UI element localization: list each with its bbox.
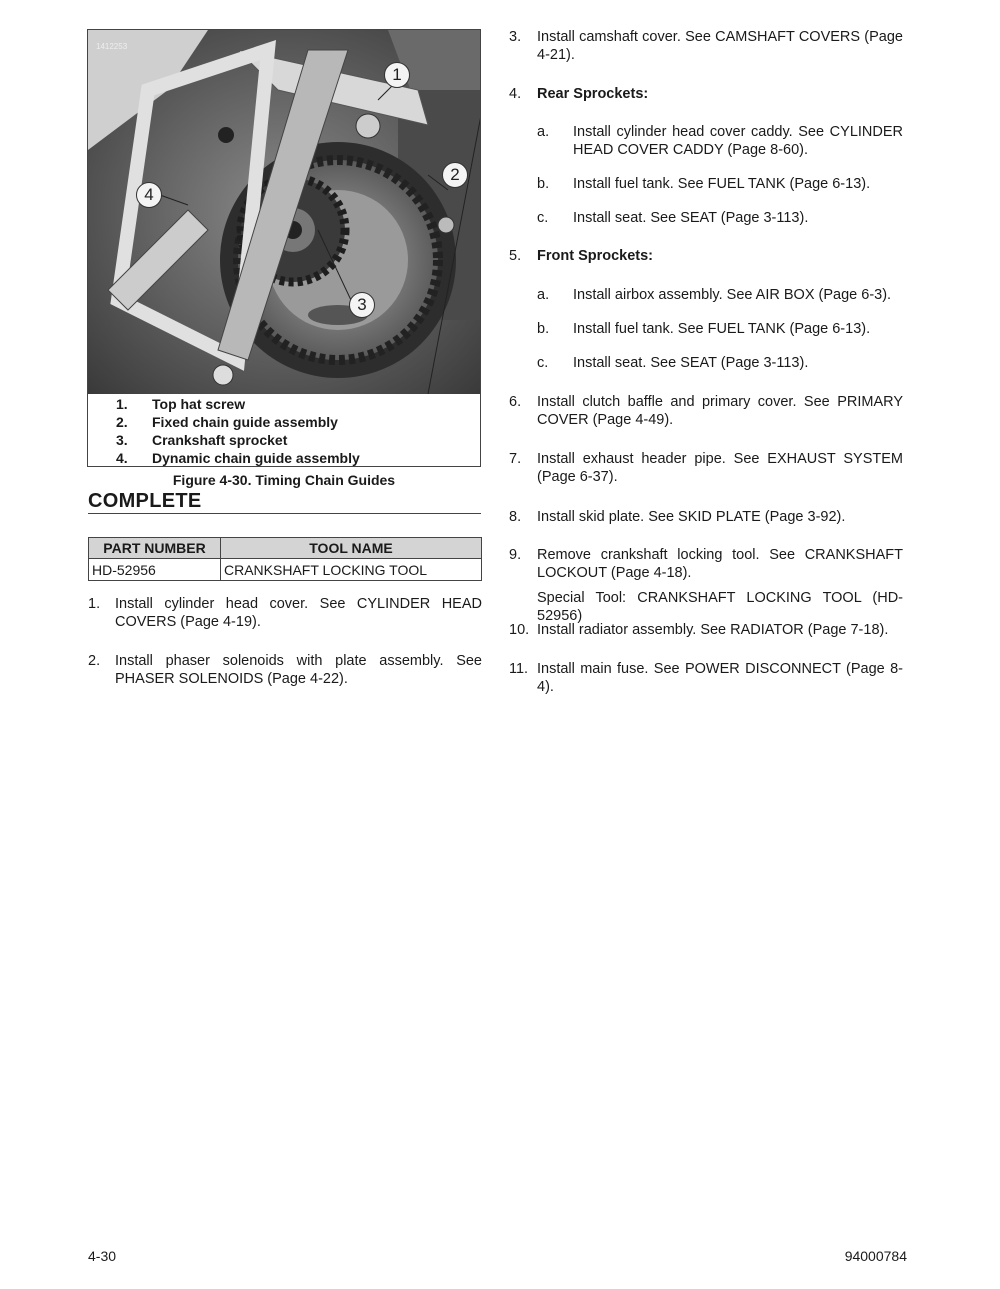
tool-table	[88, 537, 482, 581]
step-4a: a. Install cylinder head cover caddy. See CYLINDER HEAD COVER CADDY (Page 8-60).	[537, 124, 903, 158]
figure-timing-chain-guides	[87, 29, 481, 467]
document-number: 94000784	[844, 1248, 907, 1264]
figure-id-label: 1412253	[96, 42, 128, 51]
figure-legend	[116, 395, 360, 467]
step-4b: b. Install fuel tank. See FUEL TANK (Page 6-13).	[537, 176, 871, 192]
section-rule	[88, 513, 481, 514]
page-number: 4-30	[88, 1248, 117, 1264]
callout-3: 3	[349, 292, 375, 318]
legend-item: 2. Fixed chain guide assembly	[116, 414, 338, 430]
figure-caption: Figure 4-30. Timing Chain Guides	[172, 472, 396, 488]
step-1: 1. Install cylinder head cover. See CYLINDER HEAD COVERS (Page 4-19).	[88, 596, 482, 630]
step-6: 6. Install clutch baffle and primary cover. See PRIMARY COVER (Page 4-49).	[509, 394, 903, 428]
callout-2: 2	[442, 162, 468, 188]
column-header: PART NUMBER	[89, 538, 221, 559]
column-header: TOOL NAME	[221, 538, 482, 559]
special-tool-note: Special Tool: CRANKSHAFT LOCKING TOOL (HD-52956)	[537, 590, 903, 624]
step-4: 4. Rear Sprockets:	[509, 86, 649, 102]
step-7: 7. Install exhaust header pipe. See EXHAUST SYSTEM (Page 6-37).	[509, 451, 903, 485]
step-10: 10. Install radiator assembly. See RADIATOR (Page 7-18).	[509, 622, 889, 638]
step-5b: b. Install fuel tank. See FUEL TANK (Page 6-13).	[537, 321, 871, 337]
table-row	[89, 559, 482, 581]
legend-item: 4. Dynamic chain guide assembly	[116, 450, 360, 466]
step-5c: c. Install seat. See SEAT (Page 3-113).	[537, 355, 809, 371]
step-5: 5. Front Sprockets:	[509, 248, 654, 264]
step-11: 11. Install main fuse. See POWER DISCONNECT (Page 8-4).	[509, 661, 903, 695]
legend-item: 3. Crankshaft sprocket	[116, 432, 288, 448]
step-4c: c. Install seat. See SEAT (Page 3-113).	[537, 210, 809, 226]
step-8: 8. Install skid plate. See SKID PLATE (Page 3-92).	[509, 509, 846, 525]
step-3: 3. Install camshaft cover. See CAMSHAFT COVERS (Page 4-21).	[509, 29, 903, 63]
tool-table-header	[89, 538, 482, 559]
callout-4: 4	[136, 182, 162, 208]
timing-chain-photo	[88, 30, 481, 394]
callout-1: 1	[384, 62, 410, 88]
step-5a: a. Install airbox assembly. See AIR BOX (Page 6-3).	[537, 287, 892, 303]
tool-name-cell: CRANKSHAFT LOCKING TOOL	[221, 559, 482, 581]
step-9: 9. Remove crankshaft locking tool. See CRANKSHAFT LOCKOUT (Page 4-18).	[509, 547, 903, 581]
legend-item: 1. Top hat screw	[116, 396, 246, 412]
section-title: COMPLETE	[88, 490, 202, 512]
step-2: 2. Install phaser solenoids with plate assembly. See PHASER SOLENOIDS (Page 4-22).	[88, 653, 482, 687]
part-number-cell: HD-52956	[89, 559, 221, 581]
